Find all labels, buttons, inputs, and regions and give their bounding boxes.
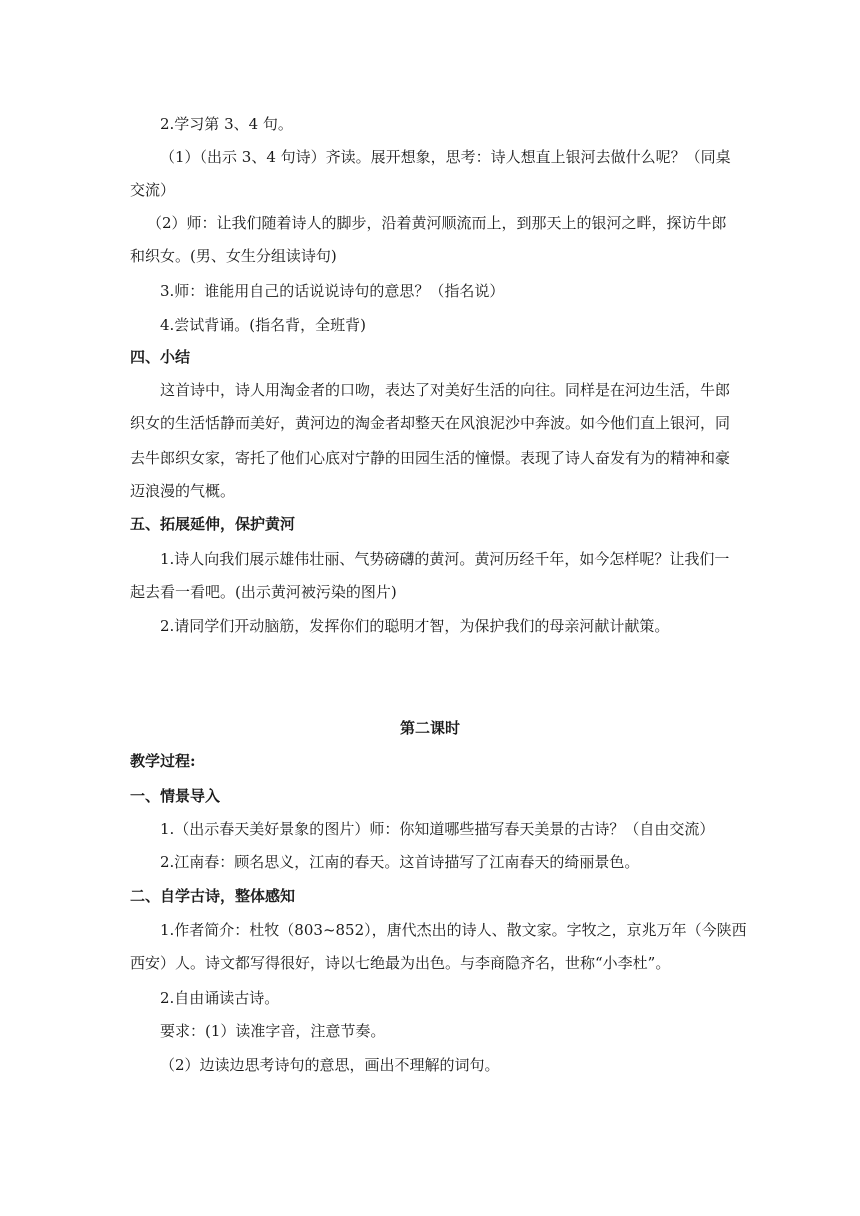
section-heading: 一、情景导入 <box>130 787 221 805</box>
text-line: 1.作者简介：杜牧（803~852），唐代杰出的诗人、散文家。字牧之，京兆万年（今陕西 <box>160 921 747 939</box>
text-line: （1）（出示 3、4 句诗）齐读。展开想象，思考：诗人想直上银河去做什么呢？（同桌 <box>160 148 731 166</box>
text-line: 去牛郎织女家，寄托了他们心底对宁静的田园生活的憧憬。表现了诗人奋发有为的精神和豪 <box>130 449 731 467</box>
text-line: 织女的生活恬静而美好，黄河边的淘金者却整天在风浪泥沙中奔波。如今他们直上银河，同 <box>130 414 731 432</box>
text-line: 交流） <box>130 181 176 199</box>
lesson-title: 第二课时 <box>399 719 460 737</box>
section-heading: 四、小结 <box>130 348 191 366</box>
section-heading: 二、自学古诗，整体感知 <box>130 887 296 905</box>
text-line: 起去看一看吧。(出示黄河被污染的图片) <box>130 583 397 601</box>
text-line: 要求：(1）读准字音，注意节奏。 <box>160 1022 386 1040</box>
text-line: 2.请同学们开动脑筋，发挥你们的聪明才智，为保护我们的母亲河献计献策。 <box>160 617 670 635</box>
text-line: 迈浪漫的气概。 <box>130 482 236 500</box>
text-line: 4.尝试背诵。(指名背，全班背) <box>160 316 367 334</box>
text-line: 西安）人。诗文都写得很好，诗以七绝最为出色。与李商隐齐名，世称“小李杜”。 <box>130 954 671 972</box>
text-line: 1.（出示春天美好景象的图片）师：你知道哪些描写春天美景的古诗？（自由交流） <box>160 820 715 838</box>
text-line: 2.自由诵读古诗。 <box>160 989 280 1007</box>
text-line: 1.诗人向我们展示雄伟壮丽、气势磅礴的黄河。黄河历经千年，如今怎样呢？让我们一 <box>160 550 730 568</box>
section-heading: 教学过程: <box>130 752 196 770</box>
section-heading: 五、拓展延伸，保护黄河 <box>130 515 296 533</box>
text-line: 和织女。(男、女生分组读诗句) <box>130 247 337 265</box>
text-line: （2）边读边思考诗句的意思，画出不理解的词句。 <box>160 1056 500 1074</box>
text-line: 2.江南春：顾名思义，江南的春天。这首诗描写了江南春天的绮丽景色。 <box>160 853 640 871</box>
text-line: 2.学习第 3、4 句。 <box>160 115 293 133</box>
text-line: 这首诗中，诗人用淘金者的口吻，表达了对美好生活的向往。同样是在河边生活，牛郎 <box>160 381 731 399</box>
text-line: 3.师：谁能用自己的话说说诗句的意思？（指名说） <box>160 282 505 300</box>
text-line: （2）师：让我们随着诗人的脚步，沿着黄河顺流而上，到那天上的银河之畔，探访牛郎 <box>147 214 727 232</box>
